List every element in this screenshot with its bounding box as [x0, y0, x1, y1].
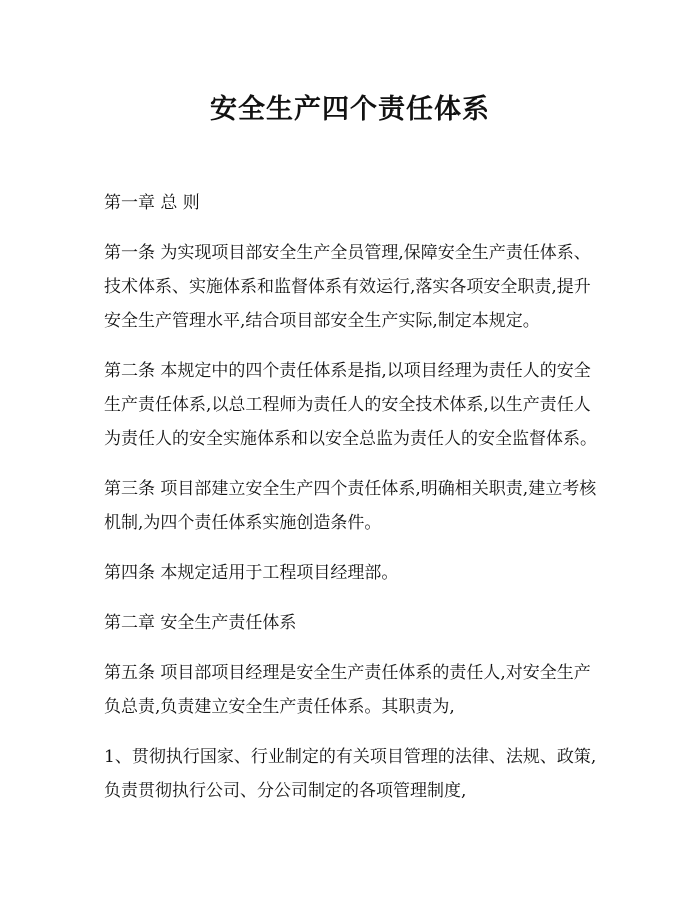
text-line: 第四条 本规定适用于工程项目经理部。: [104, 563, 399, 583]
article-2: [104, 354, 624, 456]
text-line: 负总责,负责建立安全生产责任体系。其职责为,: [104, 697, 455, 717]
document-body: [104, 186, 624, 824]
duty-item-1: [104, 740, 624, 808]
text-line: 第一条 为实现项目部安全生产全员管理,保障安全生产责任体系、: [104, 243, 591, 263]
article-1: [104, 236, 624, 338]
article-3: [104, 472, 624, 540]
article-4: [104, 556, 624, 590]
text-line: 技术体系、实施体系和监督体系有效运行,落实各项安全职责,提升: [104, 277, 591, 297]
chapter-heading-1: [104, 186, 624, 220]
text-line: 为责任人的安全实施体系和以安全总监为责任人的安全监督体系。: [104, 429, 597, 449]
text-line: 生产责任体系,以总工程师为责任人的安全技术体系,以生产责任人: [104, 395, 591, 415]
text-line: 第一章 总 则: [104, 193, 200, 213]
document-title: 安全生产四个责任体系: [210, 94, 490, 125]
text-line: 第三条 项目部建立安全生产四个责任体系,明确相关职责,建立考核: [104, 479, 597, 499]
text-line: 第五条 项目部项目经理是安全生产责任体系的责任人,对安全生产: [104, 663, 591, 683]
text-line: 负责贯彻执行公司、分公司制定的各项管理制度,: [104, 781, 467, 801]
article-5: [104, 656, 624, 724]
text-line: 安全生产管理水平,结合项目部安全生产实际,制定本规定。: [104, 311, 540, 331]
text-line: 第二条 本规定中的四个责任体系是指,以项目经理为责任人的安全: [104, 361, 591, 381]
text-line: 第二章 安全生产责任体系: [104, 613, 297, 633]
chapter-heading-2: [104, 606, 624, 640]
text-line: 1、贯彻执行国家、行业制定的有关项目管理的法律、法规、政策,: [104, 747, 597, 767]
text-line: 机制,为四个责任体系实施创造条件。: [104, 513, 382, 533]
